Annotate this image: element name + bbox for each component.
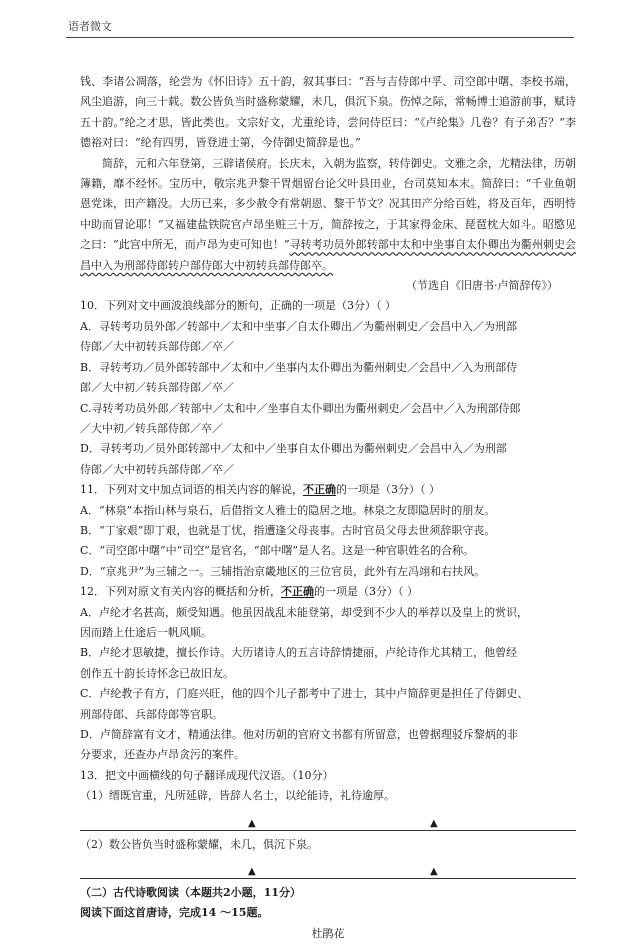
answer-rule [80,878,576,879]
passage-paragraph-1: 钱、李诸公凋落，纶尝为《怀旧诗》五十韵，叙其事曰：“吾与吉侍郎中孚、司空郎中曙、李校书端，风尘追游，向三十载。数公皆负当时盛称蒙耀，未几，俱沉下泉。伤悼之际，常畅博士追游前事，赋诗五十韵。”纶之才思，皆此类也。文宗好文，尤重纶诗，尝问侍臣曰：“《卢纶集》几卷？有子弟否？”李德裕对曰：“纶有四男，皆登进士第，今侍御史简辞是也。” [80,75,576,150]
q10-option-a-cont: 侍郎／大中初转兵部侍郎／卒／ [80,340,234,354]
passage-paragraph-2-text: 简辞，元和六年登第，三辟诸侯府。长庆末，入朝为监察，转侍御史。文雅之余，尤精法律，历朝簿籍，靡不经怀。宝历中，敬宗兆尹黎干胃烟留台论父叶县田业，台司莫知本末。简辞曰：“千业鱼朝恩党诛，田产籍没。大历已来，多少赦令有常朝恩、黎干节文？况其田产分给百姓，将及百年，西明恃中助而冒论耶！”又福建盐铁院官卢昂坐赃三十万，简辞按之，于其家得金床、琵琶枕大如斗。昭愍见之曰：“此宫中所无，而卢昂为吏可知也！” [80,156,576,252]
q11-option-a: A．“林泉”本指山林与泉石，后借指文人雅士的隐居之地。林泉之友即隐居时的朋友。 [80,503,496,517]
header-rule [66,37,574,38]
q13-stem: 13．把文中画横线的句子翻译成现代汉语。（10分） [80,768,334,782]
document-body [80,72,576,944]
passage-source: （节选自《旧唐书·卢简辞传》） [406,279,558,293]
poetry-section-title: （二）古代诗歌阅读（本题共2小题，11分） [80,886,301,900]
q11-option-b: B．“丁家艰”即丁艰，也就是丁忧，指遭逢父母丧事。古时官员父母去世须辞职守丧。 [80,523,496,537]
q12-option-a-cont: 因而踏上仕途后一帆风顺。 [80,625,212,639]
q11-stem [80,480,576,500]
q11-stem-emphasis: 不正确 [303,483,336,497]
q12-stem-post: 的一项是（3分）（ ） [314,585,418,599]
poem-title: 杜鹃花 [311,926,345,940]
q12-option-b: B．卢纶才思敏捷，擅长作诗。大历诸诗人的五言诗辞情捷丽，卢纶诗作尤其精工，他曾经 [80,646,518,660]
q11-stem-pre: 11．下列对文中加点词语的相关内容的解说， [80,483,303,497]
q10-option-b: B．寻转考功／员外郎转部中／太和中／坐事内太仆卿出为衢州刺史／会昌中／入为刑部侍 [80,360,518,374]
q12-option-b-cont: 创作五十韵长诗怀念已故旧友。 [80,666,234,680]
q10-option-c-cont: ／大中初／转兵部侍郎／卒／ [80,421,223,435]
q10-option-a: A．寻转考功员外郎／转部中／太和中坐事／自太仆卿出／为衢州刺史／会昌中入／为刑部 [80,319,517,333]
q12-option-c: C．卢纶教子有方，门庭兴旺，他的四个儿子都考中了进士，其中卢简辞更是担任了侍御史、 [80,687,529,701]
q11-option-c: C．“司空郎中曙”中“司空”是官名，“郎中曙”是人名。这是一种官职姓名的合称。 [80,544,475,558]
answer-rule [80,830,576,831]
passage-paragraph-2 [80,154,576,276]
triangle-marker: ▲ [430,866,438,878]
triangle-marker: ▲ [248,866,256,878]
answer-line-1 [80,807,576,835]
page-header: 语者微文 [68,20,112,33]
q12-option-a: A．卢纶才名甚高，颇受知遇。他虽因战乱未能登第，却受到不少人的举荐以及皇上的赏识， [80,605,528,619]
q13-sentence-1: （1）缙既官重，凡所延辟，皆辞人名士，以纶能诗，礼待逾厚。 [80,789,395,803]
q13-sentence-2: （2）数公皆负当时盛称蒙耀，未几，俱沉下泉。 [80,837,318,851]
answer-line-2 [80,855,576,883]
q10-option-d: D．寻转考功／员外郎转部中／太和中／坐事自太仆卿出为衢州刺史／会昌中入／为刑部 [80,442,507,456]
q10-stem: 10．下列对文中画波浪线部分的断句，正确的一项是（3分）（ ） [80,299,396,313]
q12-option-d-cont: 分要求，还查办卢昂贪污的案件。 [80,748,245,762]
q12-stem-pre: 12．下列对原文有关内容的概括和分析， [80,585,281,599]
wavy-underlined-passage: 寻转考功员外郎转部中太和中坐事自太仆卿出为衢州刺史会昌中入为刑部侍郎转户部侍郎大中初转兵部侍郎卒。 [80,238,576,272]
q12-option-d: D．卢简辞富有文才，精通法律。他对历朝的官府文书都有所留意，也曾据理驳斥黎炳的非 [80,728,518,741]
q11-stem-post: 的一项是（3分）（ ） [336,483,440,497]
q10-option-d-cont: 侍郎／大中初转兵部侍郎／卒／ [80,462,234,476]
q12-stem-emphasis: 不正确 [281,585,314,599]
triangle-marker: ▲ [430,817,438,829]
q10-option-c: C.寻转考功员外郎／转部中／太和中／坐事自太仆卿出为衢州刺史／会昌中／入为刑部侍郎 [80,401,521,415]
q12-stem [80,582,576,602]
q11-option-d: D．“京兆尹”为三辅之一。三辅指治京畿地区的三位官员，此外有左冯翊和右扶风。 [80,564,486,578]
triangle-marker: ▲ [248,817,256,829]
q12-option-c-cont: 刑部侍郎、兵部侍郎等官职。 [80,707,223,721]
poetry-instruction: 阅读下面这首唐诗，完成14 ～15题。 [80,906,269,920]
q10-option-b-cont: 郎／大中初／转兵部侍郎／卒／ [80,381,234,395]
